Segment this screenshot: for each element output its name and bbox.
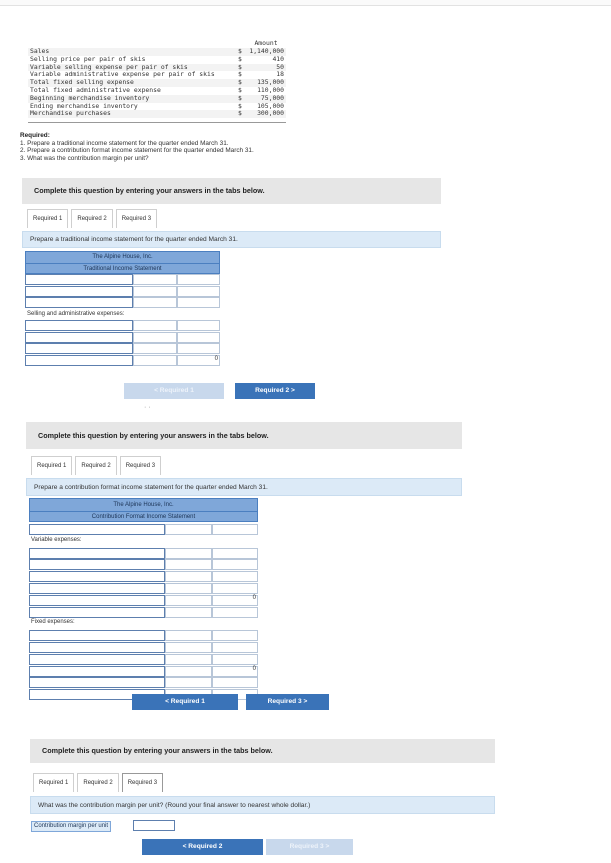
data-row-label: Beginning merchandise inventory [30, 93, 150, 102]
net-operating-income-1: 0 [214, 356, 218, 362]
line-item-label-input[interactable] [29, 559, 165, 570]
data-row-currency: $ [238, 62, 242, 71]
amount-input-col1[interactable] [165, 630, 212, 641]
amount-input-col2[interactable] [212, 571, 258, 582]
data-row-value: 300,000 [257, 109, 284, 118]
tabs-2 [31, 456, 164, 475]
amount-input-col1[interactable] [165, 654, 212, 665]
next-required-2-button[interactable]: Required 2 > [235, 383, 315, 399]
data-row-currency: $ [238, 54, 242, 63]
contribution-margin-per-unit-label: Contribution margin per unit [31, 821, 111, 832]
line-item-label-input[interactable] [25, 274, 133, 285]
statement-header-2 [29, 498, 258, 522]
amount-input-col2[interactable] [212, 654, 258, 665]
fixed-expenses-label: Fixed expenses: [31, 619, 75, 625]
tabs-1 [27, 209, 160, 228]
sga-label: Selling and administrative expenses: [27, 311, 125, 317]
line-item-label-input[interactable] [25, 320, 133, 331]
next-required-3-button[interactable]: Required 3 > [246, 694, 329, 710]
amount-input-col1[interactable] [165, 607, 212, 618]
top-border [0, 0, 611, 6]
amount-input-col1[interactable] [133, 286, 177, 297]
tab-required-1[interactable]: Required 1 [33, 773, 74, 792]
amount-input-col2[interactable] [212, 642, 258, 653]
amount-input-col2[interactable] [177, 320, 220, 331]
amount-input-col2[interactable] [212, 630, 258, 641]
tab-required-2[interactable]: Required 2 [75, 456, 116, 475]
amount-input-col2[interactable] [177, 343, 220, 354]
amount-input-col2[interactable] [177, 297, 220, 308]
data-row-value: 18 [276, 70, 284, 79]
prompt-1: Prepare a traditional income statement for the quarter ended March 31. [22, 231, 441, 248]
statement-title-1: Traditional Income Statement [26, 263, 219, 274]
data-row-value: 1,140,000 [249, 47, 284, 55]
amount-input-col1[interactable] [133, 332, 177, 343]
line-item-label-input[interactable] [29, 607, 165, 618]
table-bottom-border [28, 122, 286, 123]
line-item-label-input[interactable] [29, 666, 165, 677]
amount-input-col1[interactable] [165, 571, 212, 582]
tab-required-3[interactable]: Required 3 [120, 456, 161, 475]
data-row-currency: $ [238, 109, 242, 118]
line-item-label-input[interactable] [25, 297, 133, 308]
amount-input-col2[interactable] [212, 559, 258, 570]
data-row-label: Variable selling expense per pair of skis [30, 62, 188, 71]
amount-input-col1[interactable] [133, 274, 177, 285]
amount-input-col2[interactable] [212, 548, 258, 559]
net-operating-income-2: 0 [252, 666, 256, 672]
company-name-2: The Alpine House, Inc. [113, 502, 174, 508]
data-row-value: 135,000 [257, 78, 284, 87]
line-item-label-input[interactable] [29, 571, 165, 582]
prompt-2: Prepare a contribution format income statement for the quarter ended March 31. [26, 478, 462, 496]
line-item-label-input[interactable] [25, 343, 133, 354]
data-row-label: Selling price per pair of skis [30, 54, 146, 63]
data-row-value: 410 [272, 54, 284, 63]
data-row-currency: $ [238, 101, 242, 110]
line-item-label-input[interactable] [29, 524, 165, 535]
contribution-margin-per-unit-input[interactable] [133, 820, 175, 831]
amount-input-col1[interactable] [165, 642, 212, 653]
amount-input-col2[interactable] [177, 332, 220, 343]
amount-input-col2[interactable] [177, 286, 220, 297]
instruction-banner-2: Complete this question by entering your answers in the tabs below. [26, 422, 462, 449]
amount-input-col1[interactable] [165, 559, 212, 570]
data-row-label: Variable administrative expense per pair of skis [30, 70, 215, 79]
data-row-currency: $ [238, 85, 242, 94]
amount-input-col2[interactable] [212, 524, 258, 535]
amount-input-col1[interactable] [165, 677, 212, 688]
line-item-label-input[interactable] [29, 630, 165, 641]
line-item-label-input[interactable] [29, 583, 165, 594]
data-row-label: Sales [30, 47, 50, 55]
line-item-label-input[interactable] [29, 642, 165, 653]
data-row-currency: $ [238, 93, 242, 102]
required-item-2: 2. Prepare a contribution format income statement for the quarter ended March 31. [20, 147, 254, 155]
amount-input-col1[interactable] [165, 583, 212, 594]
data-row [28, 110, 286, 118]
prompt-3: What was the contribution margin per unit? (Round your final answer to nearest whole dollar.) [30, 796, 495, 814]
amount-input-col1[interactable] [165, 666, 212, 677]
amount-input-col2[interactable] [212, 677, 258, 688]
instruction-banner-3: Complete this question by entering your answers in the tabs below. [30, 739, 495, 763]
amount-input-col1[interactable] [165, 524, 212, 535]
data-row-label: Total fixed administrative expense [30, 85, 161, 94]
data-row-value: 110,000 [257, 85, 284, 94]
data-row-currency: $ [238, 70, 242, 79]
next-required-3-button-disabled[interactable]: Required 3 > [266, 839, 353, 855]
prev-required-2-button[interactable]: < Required 2 [142, 839, 263, 855]
data-row-value: 75,000 [260, 93, 284, 102]
required-heading: Required: [20, 132, 50, 139]
company-name-1: The Alpine House, Inc. [92, 254, 153, 260]
amount-input-col1[interactable] [133, 320, 177, 331]
statement-header-1 [25, 251, 220, 274]
data-row-value: 105,000 [257, 101, 284, 110]
tab-required-2[interactable]: Required 2 [77, 773, 118, 792]
line-item-label-input[interactable] [25, 355, 133, 366]
tabs-3 [33, 773, 166, 792]
amount-input-col2[interactable] [177, 274, 220, 285]
required-item-1: 1. Prepare a traditional income statement for the quarter ended March 31. [20, 139, 229, 147]
data-row-value: 50 [276, 62, 284, 71]
tab-required-3[interactable]: Required 3 [116, 209, 157, 228]
amount-input-col1[interactable] [133, 343, 177, 354]
required-item-3: 3. What was the contribution margin per unit? [20, 154, 149, 162]
line-item-label-input[interactable] [25, 332, 133, 343]
data-row-label: Total fixed selling expense [30, 78, 134, 87]
data-row-currency: $ [238, 47, 242, 55]
amount-input-col2[interactable] [212, 583, 258, 594]
required-block [20, 132, 254, 162]
line-item-label-input[interactable] [29, 595, 165, 606]
tab-required-1[interactable]: Required 1 [27, 209, 68, 228]
amount-input-col2[interactable] [212, 607, 258, 618]
prev-required-1-button[interactable]: < Required 1 [124, 383, 224, 399]
tab-required-2[interactable]: Required 2 [71, 209, 112, 228]
statement-title-2: Contribution Format Income Statement [30, 511, 257, 523]
line-item-label-input[interactable] [29, 654, 165, 665]
data-row-label: Merchandise purchases [30, 109, 111, 118]
amount-input-col1[interactable] [165, 595, 212, 606]
data-row-currency: $ [238, 78, 242, 87]
amount-input-col1[interactable] [165, 548, 212, 559]
prev-required-1-button[interactable]: < Required 1 [132, 694, 238, 710]
amount-input-col1[interactable] [133, 297, 177, 308]
tab-required-3[interactable]: Required 3 [122, 773, 163, 792]
amount-header: Amount [246, 40, 286, 49]
amount-input-col1[interactable] [133, 355, 177, 366]
tab-required-1[interactable]: Required 1 [31, 456, 72, 475]
line-item-label-input[interactable] [29, 677, 165, 688]
variable-expenses-label: Variable expenses: [31, 537, 82, 543]
contribution-margin-total: 0 [252, 595, 256, 601]
data-row-label: Ending merchandise inventory [30, 101, 138, 110]
divider-dots: · · [144, 404, 151, 411]
line-item-label-input[interactable] [25, 286, 133, 297]
instruction-banner-1: Complete this question by entering your answers in the tabs below. [22, 178, 441, 204]
line-item-label-input[interactable] [29, 548, 165, 559]
